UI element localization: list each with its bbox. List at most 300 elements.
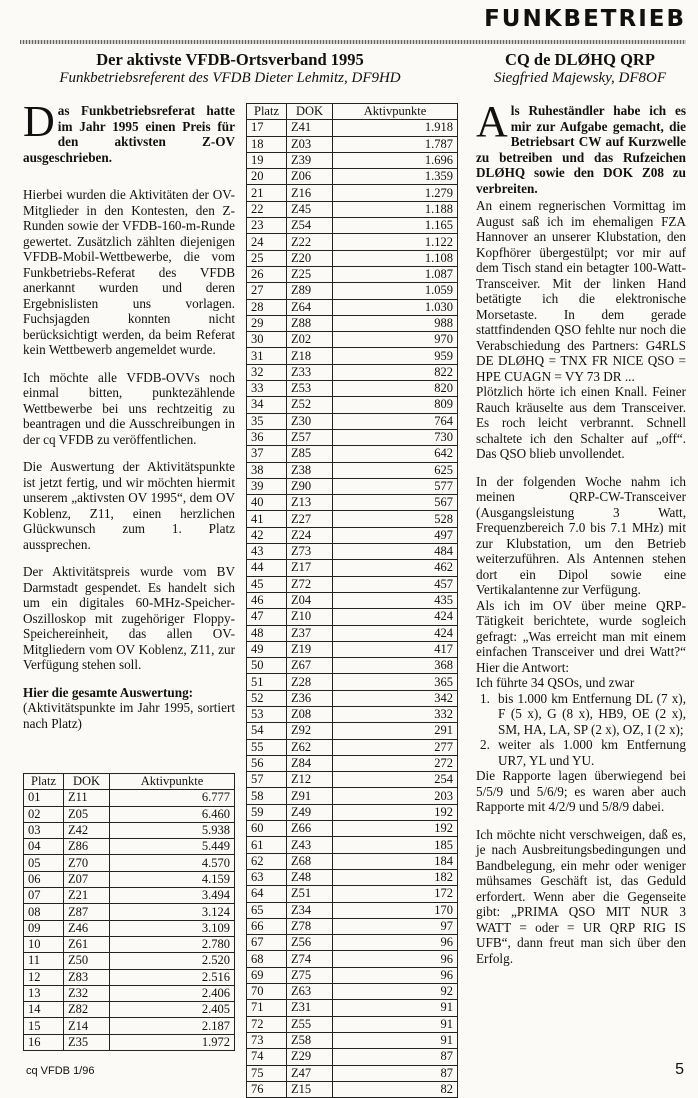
col-header-platz: Platz bbox=[24, 774, 64, 790]
punkte-cell: 368 bbox=[333, 658, 458, 674]
dok-cell: Z86 bbox=[64, 839, 110, 855]
dok-cell: Z05 bbox=[64, 806, 110, 822]
table-row bbox=[247, 218, 458, 234]
platz-cell: 61 bbox=[247, 837, 287, 853]
punkte-cell: 96 bbox=[333, 951, 458, 967]
punkte-cell: 1.359 bbox=[333, 169, 458, 185]
dok-cell: Z52 bbox=[287, 397, 333, 413]
table-row bbox=[247, 527, 458, 543]
dok-cell: Z18 bbox=[287, 348, 333, 364]
dok-cell: Z91 bbox=[287, 788, 333, 804]
platz-cell: 23 bbox=[247, 218, 287, 234]
col-header-dok: DOK bbox=[64, 774, 110, 790]
platz-cell: 64 bbox=[247, 886, 287, 902]
dok-cell: Z42 bbox=[64, 822, 110, 838]
table-row bbox=[247, 364, 458, 380]
platz-cell: 02 bbox=[24, 806, 64, 822]
dok-cell: Z43 bbox=[287, 837, 333, 853]
punkte-cell: 332 bbox=[333, 706, 458, 722]
table-row bbox=[24, 839, 235, 855]
platz-cell: 14 bbox=[24, 1002, 64, 1018]
dok-cell: Z16 bbox=[287, 185, 333, 201]
table-row bbox=[247, 984, 458, 1000]
platz-cell: 12 bbox=[24, 969, 64, 985]
dok-cell: Z74 bbox=[287, 951, 333, 967]
dok-cell: Z15 bbox=[287, 1081, 333, 1097]
platz-cell: 10 bbox=[24, 936, 64, 952]
table-row bbox=[247, 706, 458, 722]
punkte-cell: 2.406 bbox=[110, 985, 235, 1001]
dok-cell: Z90 bbox=[287, 478, 333, 494]
platz-cell: 25 bbox=[247, 250, 287, 266]
table-row bbox=[247, 250, 458, 266]
punkte-cell: 254 bbox=[333, 772, 458, 788]
table-row bbox=[247, 544, 458, 560]
dok-cell: Z21 bbox=[64, 888, 110, 904]
platz-cell: 40 bbox=[247, 495, 287, 511]
table-row bbox=[247, 1065, 458, 1081]
platz-cell: 46 bbox=[247, 592, 287, 608]
platz-cell: 15 bbox=[24, 1018, 64, 1034]
dok-cell: Z82 bbox=[64, 1002, 110, 1018]
dok-cell: Z78 bbox=[287, 918, 333, 934]
list-item: 1. bis 1.000 km Entfernung DL (7 x), F (5 x), G (8 x), HB9, OE (2 x), SM, HA, LA, SP (2 x), OZ, I (2 x); bbox=[480, 690, 686, 737]
punkte-cell: 822 bbox=[333, 364, 458, 380]
punkte-cell: 424 bbox=[333, 609, 458, 625]
table-row bbox=[247, 951, 458, 967]
dok-cell: Z20 bbox=[287, 250, 333, 266]
dok-cell: Z88 bbox=[287, 315, 333, 331]
dok-cell: Z58 bbox=[287, 1032, 333, 1048]
punkte-cell: 172 bbox=[333, 886, 458, 902]
dok-cell: Z70 bbox=[64, 855, 110, 871]
dok-cell: Z33 bbox=[287, 364, 333, 380]
table-row bbox=[247, 348, 458, 364]
punkte-cell: 6.777 bbox=[110, 790, 235, 806]
platz-cell: 30 bbox=[247, 332, 287, 348]
punkte-cell: 820 bbox=[333, 381, 458, 397]
left-dropcap: D bbox=[23, 97, 55, 146]
punkte-cell: 424 bbox=[333, 625, 458, 641]
dok-cell: Z47 bbox=[287, 1065, 333, 1081]
platz-cell: 51 bbox=[247, 674, 287, 690]
punkte-cell: 92 bbox=[333, 984, 458, 1000]
punkte-cell: 1.787 bbox=[333, 136, 458, 152]
col-header-dok: DOK bbox=[287, 104, 333, 120]
table-row bbox=[247, 397, 458, 413]
table-row bbox=[247, 658, 458, 674]
left-article-byline: Funkbetriebsreferent des VFDB Dieter Lehmitz, DF9HD bbox=[59, 70, 401, 86]
right-dropcap: A bbox=[476, 97, 508, 146]
punkte-cell: 642 bbox=[333, 446, 458, 462]
table-row bbox=[247, 821, 458, 837]
platz-cell: 20 bbox=[247, 169, 287, 185]
table-row bbox=[247, 1000, 458, 1016]
platz-cell: 43 bbox=[247, 544, 287, 560]
punkte-cell: 1.059 bbox=[333, 283, 458, 299]
punkte-cell: 2.780 bbox=[110, 936, 235, 952]
platz-cell: 53 bbox=[247, 706, 287, 722]
platz-cell: 52 bbox=[247, 690, 287, 706]
punkte-cell: 2.520 bbox=[110, 953, 235, 969]
table-row bbox=[247, 837, 458, 853]
right-paragraph-5: Ich führte 34 QSOs, und zwar bbox=[476, 675, 635, 690]
right-article-lead: Als Ruheständler habe ich es mir zur Aufgabe gemacht, die Betriebsart CW auf Kurzwelle zu betreiben und das Rufzeichen DLØHQ sowie den DOK Z08 zu verbreiten. bbox=[476, 97, 686, 196]
left-list-heading: Hier die gesamte Auswertung: bbox=[23, 684, 194, 700]
results-table-left bbox=[23, 773, 235, 1051]
table-row bbox=[247, 560, 458, 576]
dok-cell: Z61 bbox=[64, 936, 110, 952]
dok-cell: Z29 bbox=[287, 1049, 333, 1065]
punkte-cell: 567 bbox=[333, 495, 458, 511]
platz-cell: 35 bbox=[247, 413, 287, 429]
punkte-cell: 96 bbox=[333, 935, 458, 951]
platz-cell: 32 bbox=[247, 364, 287, 380]
punkte-cell: 1.188 bbox=[333, 201, 458, 217]
dok-cell: Z48 bbox=[287, 869, 333, 885]
dok-cell: Z35 bbox=[64, 1034, 110, 1050]
dok-cell: Z27 bbox=[287, 511, 333, 527]
dok-cell: Z53 bbox=[287, 381, 333, 397]
table-row bbox=[247, 723, 458, 739]
right-article-title: CQ de DLØHQ QRP bbox=[505, 50, 655, 69]
table-row bbox=[247, 1049, 458, 1065]
left-paragraph-1: Hierbei wurden die Aktivitäten der OV-Mitglieder in den Kontesten, den Z-Runden sowie der VFDB-160-m-Runde gewertet. Zusätzlich zählten diejenigen VFDB-Mobil-Wettbewerbe, die vom Funkbetriebs-Referat des VFDB anerkannt wurden und deren Ergebnislisten uns vorlagen. Fuchsjagden konnten nicht berücksichtigt werden, da beim Referat kein Wettbewerb angemeldet wurde. bbox=[23, 187, 235, 357]
table-row bbox=[247, 902, 458, 918]
dok-cell: Z38 bbox=[287, 462, 333, 478]
table-row bbox=[247, 413, 458, 429]
table-row bbox=[24, 822, 235, 838]
table-row bbox=[24, 806, 235, 822]
punkte-cell: 1.030 bbox=[333, 299, 458, 315]
punkte-cell: 988 bbox=[333, 315, 458, 331]
punkte-cell: 4.159 bbox=[110, 871, 235, 887]
platz-cell: 65 bbox=[247, 902, 287, 918]
punkte-cell: 5.449 bbox=[110, 839, 235, 855]
platz-cell: 74 bbox=[247, 1049, 287, 1065]
dok-cell: Z24 bbox=[287, 527, 333, 543]
dok-cell: Z56 bbox=[287, 935, 333, 951]
table-row bbox=[247, 690, 458, 706]
punkte-cell: 809 bbox=[333, 397, 458, 413]
table-row bbox=[247, 967, 458, 983]
punkte-cell: 170 bbox=[333, 902, 458, 918]
table-row bbox=[24, 985, 235, 1001]
platz-cell: 03 bbox=[24, 822, 64, 838]
table-row bbox=[247, 169, 458, 185]
platz-cell: 54 bbox=[247, 723, 287, 739]
right-paragraph-3: In der folgenden Woche nahm ich meinen QRP-CW-Transceiver (Ausgangsleistung 3 Watt, Frequenzbereich 7.0 bis 7.1 MHz) mit zur Klubstation, um den Betrieb weiterzuführen. Als Antennen stehen dort ein Dipol sowie eine Vertikalantenne zur Verfügung. bbox=[476, 473, 686, 597]
table-row bbox=[247, 609, 458, 625]
platz-cell: 57 bbox=[247, 772, 287, 788]
platz-cell: 67 bbox=[247, 935, 287, 951]
header-rule bbox=[20, 40, 686, 44]
platz-cell: 09 bbox=[24, 920, 64, 936]
table-row bbox=[24, 920, 235, 936]
platz-cell: 45 bbox=[247, 576, 287, 592]
punkte-cell: 96 bbox=[333, 967, 458, 983]
dok-cell: Z89 bbox=[287, 283, 333, 299]
punkte-cell: 1.279 bbox=[333, 185, 458, 201]
right-paragraph-7: Ich möchte nicht verschweigen, daß es, je nach Ausbreitungsbedingungen und Bandbelegung, ein mehr oder weniger mühsames Geschäft ist, das Geduld erfordert. Wenn aber die Gegenseite gibt: „PRIMA QSO MIT NUR 3 WATT = oder = UR QRP RIG IS UFB“, dann freut man sich über den Erfolg. bbox=[476, 826, 686, 966]
dok-cell: Z30 bbox=[287, 413, 333, 429]
dok-cell: Z46 bbox=[64, 920, 110, 936]
dok-cell: Z62 bbox=[287, 739, 333, 755]
dok-cell: Z92 bbox=[287, 723, 333, 739]
dok-cell: Z68 bbox=[287, 853, 333, 869]
left-article-body bbox=[23, 97, 235, 743]
table-row bbox=[247, 332, 458, 348]
table-row bbox=[24, 936, 235, 952]
punkte-cell: 3.109 bbox=[110, 920, 235, 936]
punkte-cell: 462 bbox=[333, 560, 458, 576]
punkte-cell: 272 bbox=[333, 755, 458, 771]
table-row bbox=[24, 969, 235, 985]
punkte-cell: 91 bbox=[333, 1016, 458, 1032]
platz-cell: 72 bbox=[247, 1016, 287, 1032]
list-item: 2. weiter als 1.000 km Entfernung UR7, YL und YU. bbox=[480, 737, 686, 768]
punkte-cell: 1.165 bbox=[333, 218, 458, 234]
platz-cell: 59 bbox=[247, 804, 287, 820]
table-row bbox=[24, 790, 235, 806]
dok-cell: Z83 bbox=[64, 969, 110, 985]
dok-cell: Z75 bbox=[287, 967, 333, 983]
platz-cell: 04 bbox=[24, 839, 64, 855]
platz-cell: 47 bbox=[247, 609, 287, 625]
table-row bbox=[247, 266, 458, 282]
table-row bbox=[247, 918, 458, 934]
dok-cell: Z22 bbox=[287, 234, 333, 250]
dok-cell: Z31 bbox=[287, 1000, 333, 1016]
punkte-cell: 730 bbox=[333, 429, 458, 445]
dok-cell: Z67 bbox=[287, 658, 333, 674]
platz-cell: 11 bbox=[24, 953, 64, 969]
dok-cell: Z85 bbox=[287, 446, 333, 462]
table-row bbox=[247, 674, 458, 690]
punkte-cell: 6.460 bbox=[110, 806, 235, 822]
platz-cell: 31 bbox=[247, 348, 287, 364]
punkte-cell: 192 bbox=[333, 821, 458, 837]
right-article-body bbox=[476, 97, 686, 978]
dok-cell: Z49 bbox=[287, 804, 333, 820]
table-row bbox=[24, 904, 235, 920]
table-row bbox=[247, 381, 458, 397]
platz-cell: 71 bbox=[247, 1000, 287, 1016]
punkte-cell: 91 bbox=[333, 1032, 458, 1048]
table-row bbox=[247, 495, 458, 511]
punkte-cell: 277 bbox=[333, 739, 458, 755]
table-row bbox=[247, 869, 458, 885]
dok-cell: Z06 bbox=[287, 169, 333, 185]
platz-cell: 39 bbox=[247, 478, 287, 494]
platz-cell: 66 bbox=[247, 918, 287, 934]
platz-cell: 27 bbox=[247, 283, 287, 299]
dok-cell: Z41 bbox=[287, 120, 333, 136]
table-row bbox=[247, 641, 458, 657]
table-row bbox=[247, 429, 458, 445]
platz-cell: 06 bbox=[24, 871, 64, 887]
platz-cell: 68 bbox=[247, 951, 287, 967]
platz-cell: 75 bbox=[247, 1065, 287, 1081]
platz-cell: 34 bbox=[247, 397, 287, 413]
dok-cell: Z50 bbox=[64, 953, 110, 969]
platz-cell: 55 bbox=[247, 739, 287, 755]
punkte-cell: 1.087 bbox=[333, 266, 458, 282]
punkte-cell: 184 bbox=[333, 853, 458, 869]
platz-cell: 29 bbox=[247, 315, 287, 331]
col-header-punkte: Aktivpunkte bbox=[110, 774, 235, 790]
punkte-cell: 4.570 bbox=[110, 855, 235, 871]
dok-cell: Z36 bbox=[287, 690, 333, 706]
platz-cell: 58 bbox=[247, 788, 287, 804]
table-row bbox=[247, 804, 458, 820]
left-article-title: Der aktivste VFDB-Ortsverband 1995 bbox=[96, 50, 364, 69]
table-row bbox=[247, 315, 458, 331]
platz-cell: 08 bbox=[24, 904, 64, 920]
dok-cell: Z64 bbox=[287, 299, 333, 315]
platz-cell: 73 bbox=[247, 1032, 287, 1048]
dok-cell: Z55 bbox=[287, 1016, 333, 1032]
dok-cell: Z02 bbox=[287, 332, 333, 348]
punkte-cell: 87 bbox=[333, 1049, 458, 1065]
punkte-cell: 970 bbox=[333, 332, 458, 348]
dok-cell: Z72 bbox=[287, 576, 333, 592]
punkte-cell: 1.972 bbox=[110, 1034, 235, 1050]
right-paragraph-1: An einem regnerischen Vormittag im August saß ich im ehemaligen FZA Hannover an unserer Klubstation, den Kopfhörer übergestülpt; vor mir auf dem Tisch stand ein betagter 100-Watt-Transceiver. Mit der linken Hand betätigte ich die elektronische Morsetaste. In dem gerade stattfindenden QSO fehlte nur noch die Verabschiedung des Partners: G4RLS DE DLØHQ = TNX FR NICE QSO = HPE CUAGN = VY 73 DR ... bbox=[476, 198, 686, 384]
table-row bbox=[24, 855, 235, 871]
platz-cell: 01 bbox=[24, 790, 64, 806]
punkte-cell: 91 bbox=[333, 1000, 458, 1016]
dok-cell: Z11 bbox=[64, 790, 110, 806]
right-paragraph-4: Als ich im OV über meine QRP-Tätigkeit berichtete, wurde sogleich gefragt: „Was erreicht man mit einem einfachen Transceiver und drei Watt?“ Hier die Antwort: bbox=[476, 597, 686, 675]
platz-cell: 48 bbox=[247, 625, 287, 641]
table-row bbox=[247, 625, 458, 641]
punkte-cell: 2.405 bbox=[110, 1002, 235, 1018]
punkte-cell: 764 bbox=[333, 413, 458, 429]
table-row bbox=[247, 755, 458, 771]
platz-cell: 56 bbox=[247, 755, 287, 771]
table-row bbox=[247, 120, 458, 136]
dok-cell: Z28 bbox=[287, 674, 333, 690]
qso-list bbox=[476, 691, 686, 769]
dok-cell: Z14 bbox=[64, 1018, 110, 1034]
platz-cell: 22 bbox=[247, 201, 287, 217]
platz-cell: 36 bbox=[247, 429, 287, 445]
punkte-cell: 365 bbox=[333, 674, 458, 690]
dok-cell: Z10 bbox=[287, 609, 333, 625]
punkte-cell: 3.124 bbox=[110, 904, 235, 920]
punkte-cell: 82 bbox=[333, 1081, 458, 1097]
dok-cell: Z19 bbox=[287, 641, 333, 657]
punkte-cell: 1.696 bbox=[333, 152, 458, 168]
dok-cell: Z32 bbox=[64, 985, 110, 1001]
dok-cell: Z17 bbox=[287, 560, 333, 576]
table-row bbox=[24, 1002, 235, 1018]
table-row bbox=[247, 299, 458, 315]
left-list-note: (Aktivitätspunkte im Jahr 1995, sortiert nach Platz) bbox=[23, 700, 235, 731]
platz-cell: 13 bbox=[24, 985, 64, 1001]
punkte-cell: 291 bbox=[333, 723, 458, 739]
results-table-middle bbox=[246, 103, 458, 1098]
page-number: 5 bbox=[675, 1061, 684, 1078]
table-row bbox=[247, 1032, 458, 1048]
table-row bbox=[247, 446, 458, 462]
punkte-cell: 577 bbox=[333, 478, 458, 494]
punkte-cell: 417 bbox=[333, 641, 458, 657]
dok-cell: Z04 bbox=[287, 592, 333, 608]
table-row bbox=[247, 592, 458, 608]
platz-cell: 69 bbox=[247, 967, 287, 983]
dok-cell: Z54 bbox=[287, 218, 333, 234]
table-row bbox=[247, 511, 458, 527]
left-paragraph-4: Der Aktivitätspreis wurde vom BV Darmstadt gespendet. Es handelt sich um ein digitales 60-MHz-Speicher-Oszilloskop mit zugehöriger Floppy-Speichereinheit, das allen OV-Mitgliedern vom OV Koblenz, Z11, zur Verfügung stehen soll. bbox=[23, 564, 235, 672]
table-row bbox=[247, 152, 458, 168]
table-row bbox=[24, 1018, 235, 1034]
punkte-cell: 2.516 bbox=[110, 969, 235, 985]
punkte-cell: 185 bbox=[333, 837, 458, 853]
platz-cell: 63 bbox=[247, 869, 287, 885]
left-paragraph-2: Ich möchte alle VFDB-OVVs noch einmal bitten, punktezählende Wettbewerbe bei uns rechtzeitig zu beantragen und die Ausschreibungen in der cq VFDB zu veröffentlichen. bbox=[23, 369, 235, 447]
table-row bbox=[247, 136, 458, 152]
platz-cell: 62 bbox=[247, 853, 287, 869]
table-row bbox=[247, 478, 458, 494]
magazine-section-logo: FUNKBETRIEB bbox=[484, 6, 686, 32]
table-row bbox=[24, 1034, 235, 1050]
table-row bbox=[247, 935, 458, 951]
dok-cell: Z07 bbox=[64, 871, 110, 887]
platz-cell: 41 bbox=[247, 511, 287, 527]
table-row bbox=[24, 888, 235, 904]
platz-cell: 49 bbox=[247, 641, 287, 657]
punkte-cell: 528 bbox=[333, 511, 458, 527]
punkte-cell: 192 bbox=[333, 804, 458, 820]
dok-cell: Z84 bbox=[287, 755, 333, 771]
dok-cell: Z73 bbox=[287, 544, 333, 560]
table-row bbox=[247, 1016, 458, 1032]
col-header-punkte: Aktivpunkte bbox=[333, 104, 458, 120]
punkte-cell: 457 bbox=[333, 576, 458, 592]
left-article-lead: Das Funkbetriebsreferat hatte im Jahr 1995 einen Preis für den aktivsten Z-OV ausgeschrieben. bbox=[23, 97, 235, 165]
platz-cell: 33 bbox=[247, 381, 287, 397]
punkte-cell: 97 bbox=[333, 918, 458, 934]
punkte-cell: 87 bbox=[333, 1065, 458, 1081]
dok-cell: Z87 bbox=[64, 904, 110, 920]
platz-cell: 07 bbox=[24, 888, 64, 904]
dok-cell: Z08 bbox=[287, 706, 333, 722]
punkte-cell: 5.938 bbox=[110, 822, 235, 838]
platz-cell: 60 bbox=[247, 821, 287, 837]
punkte-cell: 203 bbox=[333, 788, 458, 804]
table-row bbox=[247, 283, 458, 299]
col-header-platz: Platz bbox=[247, 104, 287, 120]
right-paragraph-6: Die Rapporte lagen überwiegend bei 5/5/9 und 5/6/9; es waren aber auch Rapporte mit 4/2/9 und 5/8/9 dabei. bbox=[476, 768, 686, 814]
punkte-cell: 1.122 bbox=[333, 234, 458, 250]
dok-cell: Z45 bbox=[287, 201, 333, 217]
platz-cell: 38 bbox=[247, 462, 287, 478]
platz-cell: 42 bbox=[247, 527, 287, 543]
platz-cell: 76 bbox=[247, 1081, 287, 1097]
platz-cell: 28 bbox=[247, 299, 287, 315]
dok-cell: Z39 bbox=[287, 152, 333, 168]
dok-cell: Z66 bbox=[287, 821, 333, 837]
punkte-cell: 182 bbox=[333, 869, 458, 885]
platz-cell: 17 bbox=[247, 120, 287, 136]
dok-cell: Z63 bbox=[287, 984, 333, 1000]
dok-cell: Z37 bbox=[287, 625, 333, 641]
table-row bbox=[247, 201, 458, 217]
platz-cell: 50 bbox=[247, 658, 287, 674]
dok-cell: Z57 bbox=[287, 429, 333, 445]
